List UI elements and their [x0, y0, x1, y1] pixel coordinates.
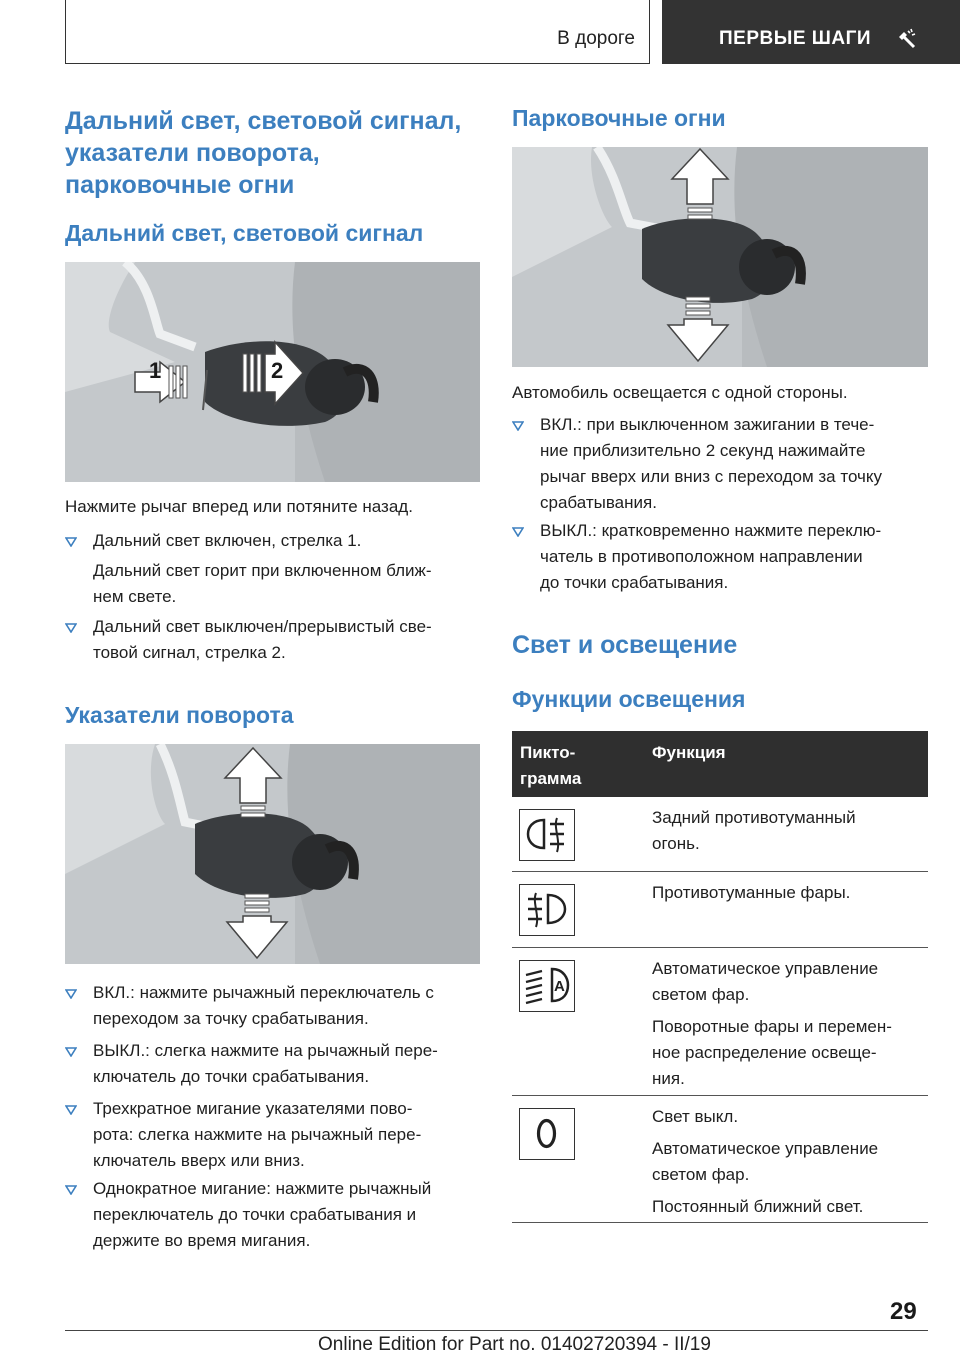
bullet-text: ВЫКЛ.: кратковременно нажмите переклю- чатель в противоположном направлении до точки срабатывания. — [540, 521, 882, 592]
table-header — [512, 731, 928, 797]
triangle-bullet-icon — [65, 1185, 77, 1195]
table-header-pictogram: Пикто- грамма — [520, 743, 582, 788]
function-text: Свет выкл. Автоматическое управление светом фар. Постоянный ближний свет. — [652, 1107, 879, 1216]
bullet-text: Однократное мигание: нажмите рычажный переключатель до точки срабатывания и держите во время мигания. — [93, 1179, 432, 1250]
header-chapter-title: ПЕРВЫЕ ШАГИ — [719, 28, 872, 49]
triangle-bullet-icon — [65, 623, 77, 633]
bullet-turn-off — [65, 1038, 480, 1090]
bullet-high-beam-on — [65, 528, 480, 554]
header-section-title: В дороге — [557, 28, 635, 49]
main-title-line: Дальний свет, световой сигнал, — [65, 107, 462, 135]
rear-fog-light-icon — [520, 810, 573, 859]
note-line: нем свете. — [93, 587, 177, 606]
function-text: Автоматическое управление светом фар. Поворотные фары и перемен- ное распределение освеще- ния. — [652, 959, 892, 1088]
section-title-lighting: Свет и освещение — [512, 631, 738, 659]
high-beam-note — [93, 558, 483, 610]
pictogram-box — [519, 1108, 575, 1160]
bullet-turn-triple — [65, 1096, 480, 1174]
auto-headlight-icon — [520, 961, 573, 1010]
bullet-text: Дальний свет включен, стрелка 1. — [93, 531, 362, 550]
pictogram-box — [519, 960, 575, 1012]
triangle-bullet-icon — [65, 989, 77, 999]
page-number: 29 — [890, 1298, 917, 1325]
function-text: Задний противотуманный огонь. — [652, 808, 856, 853]
arrow-label-2: 2 — [271, 358, 284, 383]
bullet-parking-off — [512, 518, 928, 596]
photo-parking-lever — [512, 147, 928, 367]
subheading-high-beam: Дальний свет, световой сигнал — [65, 220, 424, 246]
bullet-text: ВЫКЛ.: слегка нажмите на рычажный пере- ключатель до точки срабатывания. — [93, 1041, 438, 1086]
parking-intro: Автомобиль освещается с одной стороны. — [512, 383, 848, 402]
photo-turn-signal-lever — [65, 744, 480, 964]
table-row — [512, 948, 928, 1096]
triangle-bullet-icon — [65, 1105, 77, 1115]
triangle-bullet-icon — [65, 1047, 77, 1057]
table-row — [512, 1096, 928, 1223]
turn-signal-lever-illustration — [65, 744, 480, 964]
footer-divider — [65, 1330, 928, 1331]
subheading-lighting-functions: Функции освещения — [512, 686, 746, 712]
bullet-text: ВКЛ.: при выключенном зажигании в тече- ние приблизительно 2 секунд нажимайте рычаг вверх или вниз с переходом за точку срабатывания. — [540, 415, 883, 512]
first-steps-icon — [894, 27, 920, 53]
table-header-function: Функция — [652, 743, 726, 762]
parking-lever-illustration — [512, 147, 928, 367]
header-section-box — [65, 0, 650, 64]
subheading-turn-signals: Указатели поворота — [65, 702, 294, 728]
lighting-functions-table — [512, 731, 928, 1223]
arrow-label-1: 1 — [149, 358, 162, 383]
bullet-text: ВКЛ.: нажмите рычажный переключатель с переходом за точку срабатывания. — [93, 983, 434, 1028]
lights-off-icon — [520, 1109, 573, 1158]
front-fog-light-icon — [520, 885, 573, 934]
pictogram-box — [519, 809, 575, 861]
triangle-bullet-icon — [512, 527, 524, 537]
bullet-text: Дальний свет выключен/прерывистый све- товой сигнал, стрелка 2. — [93, 617, 432, 662]
function-text: Противотуманные фары. — [652, 883, 851, 902]
header-chapter-tab — [662, 0, 960, 64]
footer-edition: Online Edition for Part no. 01402720394 - II/19 — [318, 1334, 711, 1355]
bullet-turn-single — [65, 1176, 480, 1254]
main-title-line: парковочные огни — [65, 171, 295, 199]
high-beam-intro: Нажмите рычаг вперед или потяните назад. — [65, 497, 413, 516]
bullet-turn-on — [65, 980, 480, 1032]
triangle-bullet-icon — [65, 537, 77, 547]
pictogram-box — [519, 884, 575, 936]
main-title — [65, 105, 485, 201]
bullet-parking-on — [512, 412, 928, 516]
bullet-text: Трехкратное мигание указателями пово- рота: слегка нажмите на рычажный пере- ключатель вверх или вниз. — [93, 1099, 422, 1170]
bullet-high-beam-off — [65, 614, 480, 666]
main-title-line: указатели поворота, — [65, 139, 320, 167]
note-line: Дальний свет горит при включенном ближ- — [93, 561, 432, 580]
table-row — [512, 797, 928, 872]
triangle-bullet-icon — [512, 421, 524, 431]
photo-high-beam-lever — [65, 262, 480, 482]
subheading-parking-lights: Парковочные огни — [512, 105, 726, 131]
svg-text:A: A — [554, 978, 565, 995]
table-row — [512, 872, 928, 948]
